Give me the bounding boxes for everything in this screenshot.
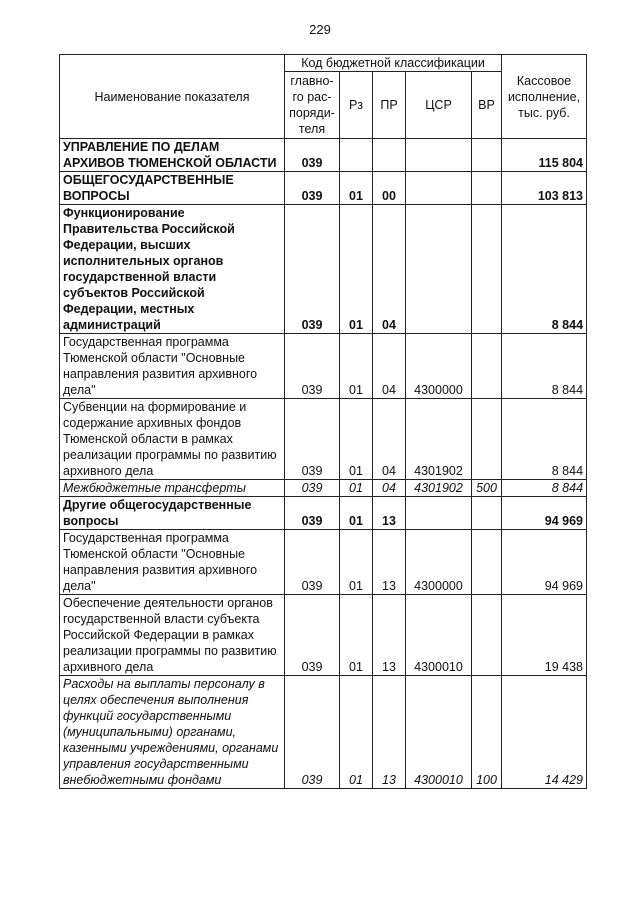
row-csr [406, 497, 472, 530]
row-pr: 13 [373, 530, 406, 595]
header-name: Наименование показателя [60, 55, 285, 139]
row-csr [406, 139, 472, 172]
header-pr: ПР [373, 72, 406, 139]
row-name: УПРАВЛЕНИЕ ПО ДЕЛАМ АРХИВОВ ТЮМЕНСКОЙ ОБЛАСТИ [60, 139, 285, 172]
page-number: 229 [309, 22, 331, 37]
table-row [60, 334, 587, 399]
row-vr [472, 334, 502, 399]
row-pr: 13 [373, 497, 406, 530]
row-rz: 01 [340, 595, 373, 676]
table-row [60, 480, 587, 497]
header-amount: Кассовое исполнение, тыс. руб. [502, 55, 587, 139]
row-csr: 4300000 [406, 530, 472, 595]
row-vr [472, 595, 502, 676]
header-csr: ЦСР [406, 72, 472, 139]
row-glavn: 039 [285, 399, 340, 480]
row-csr: 4301902 [406, 480, 472, 497]
header-rz: Рз [340, 72, 373, 139]
row-rz: 01 [340, 172, 373, 205]
row-rz: 01 [340, 676, 373, 789]
row-glavn: 039 [285, 334, 340, 399]
row-glavn: 039 [285, 205, 340, 334]
row-pr [373, 139, 406, 172]
row-csr: 4301902 [406, 399, 472, 480]
row-vr [472, 399, 502, 480]
row-amount: 14 429 [502, 676, 587, 789]
row-pr: 13 [373, 676, 406, 789]
row-rz: 01 [340, 480, 373, 497]
row-glavn: 039 [285, 676, 340, 789]
row-vr: 100 [472, 676, 502, 789]
row-rz: 01 [340, 497, 373, 530]
table-row [60, 497, 587, 530]
row-vr [472, 139, 502, 172]
row-amount: 115 804 [502, 139, 587, 172]
row-pr: 04 [373, 399, 406, 480]
row-csr: 4300000 [406, 334, 472, 399]
table-row [60, 399, 587, 480]
row-amount: 8 844 [502, 205, 587, 334]
row-pr: 00 [373, 172, 406, 205]
row-rz: 01 [340, 530, 373, 595]
budget-table [59, 54, 587, 789]
row-glavn: 039 [285, 530, 340, 595]
table-row [60, 676, 587, 789]
row-amount: 19 438 [502, 595, 587, 676]
row-name: Государственная программа Тюменской области "Основные направления развития архивного дела" [60, 530, 285, 595]
row-pr: 04 [373, 205, 406, 334]
row-pr: 04 [373, 334, 406, 399]
row-rz: 01 [340, 205, 373, 334]
row-pr: 04 [373, 480, 406, 497]
row-name: Функционирование Правительства Российской Федерации, высших исполнительных органов государственной власти субъектов Российской Федерации, местных администраций [60, 205, 285, 334]
row-name: Другие общегосударственные вопросы [60, 497, 285, 530]
row-glavn: 039 [285, 172, 340, 205]
row-name: Государственная программа Тюменской области "Основные направления развития архивного дела" [60, 334, 285, 399]
row-name: Расходы на выплаты персоналу в целях обеспечения выполнения функций государственными (муниципальными) органами, казенными учреждениями, органами управления государственными внебюджетными фондами [60, 676, 285, 789]
row-name: ОБЩЕГОСУДАРСТВЕННЫЕ ВОПРОСЫ [60, 172, 285, 205]
row-vr [472, 530, 502, 595]
table-row [60, 139, 587, 172]
row-glavn: 039 [285, 595, 340, 676]
header-vr: ВР [472, 72, 502, 139]
row-amount: 8 844 [502, 399, 587, 480]
row-vr [472, 172, 502, 205]
row-rz: 01 [340, 334, 373, 399]
header-glavn: главно-го рас-поряди-теля [285, 72, 340, 139]
row-amount: 103 813 [502, 172, 587, 205]
row-glavn: 039 [285, 139, 340, 172]
row-csr [406, 205, 472, 334]
row-rz [340, 139, 373, 172]
row-vr: 500 [472, 480, 502, 497]
row-amount: 94 969 [502, 530, 587, 595]
row-name: Субвенции на формирование и содержание архивных фондов Тюменской области в рамках реализации программы по развитию архивного дела [60, 399, 285, 480]
row-rz: 01 [340, 399, 373, 480]
table-row [60, 172, 587, 205]
row-glavn: 039 [285, 497, 340, 530]
table-row [60, 530, 587, 595]
row-vr [472, 205, 502, 334]
row-amount: 94 969 [502, 497, 587, 530]
header-code-group: Код бюджетной классификации [285, 55, 502, 72]
row-glavn: 039 [285, 480, 340, 497]
table-body [60, 139, 587, 789]
table-row [60, 205, 587, 334]
row-name: Обеспечение деятельности органов государственной власти субъекта Российской Федерации в рамках реализации программы по развитию архивного дела [60, 595, 285, 676]
row-csr [406, 172, 472, 205]
table-row [60, 595, 587, 676]
row-vr [472, 497, 502, 530]
row-pr: 13 [373, 595, 406, 676]
row-csr: 4300010 [406, 595, 472, 676]
row-amount: 8 844 [502, 334, 587, 399]
row-csr: 4300010 [406, 676, 472, 789]
row-amount: 8 844 [502, 480, 587, 497]
row-name: Межбюджетные трансферты [60, 480, 285, 497]
